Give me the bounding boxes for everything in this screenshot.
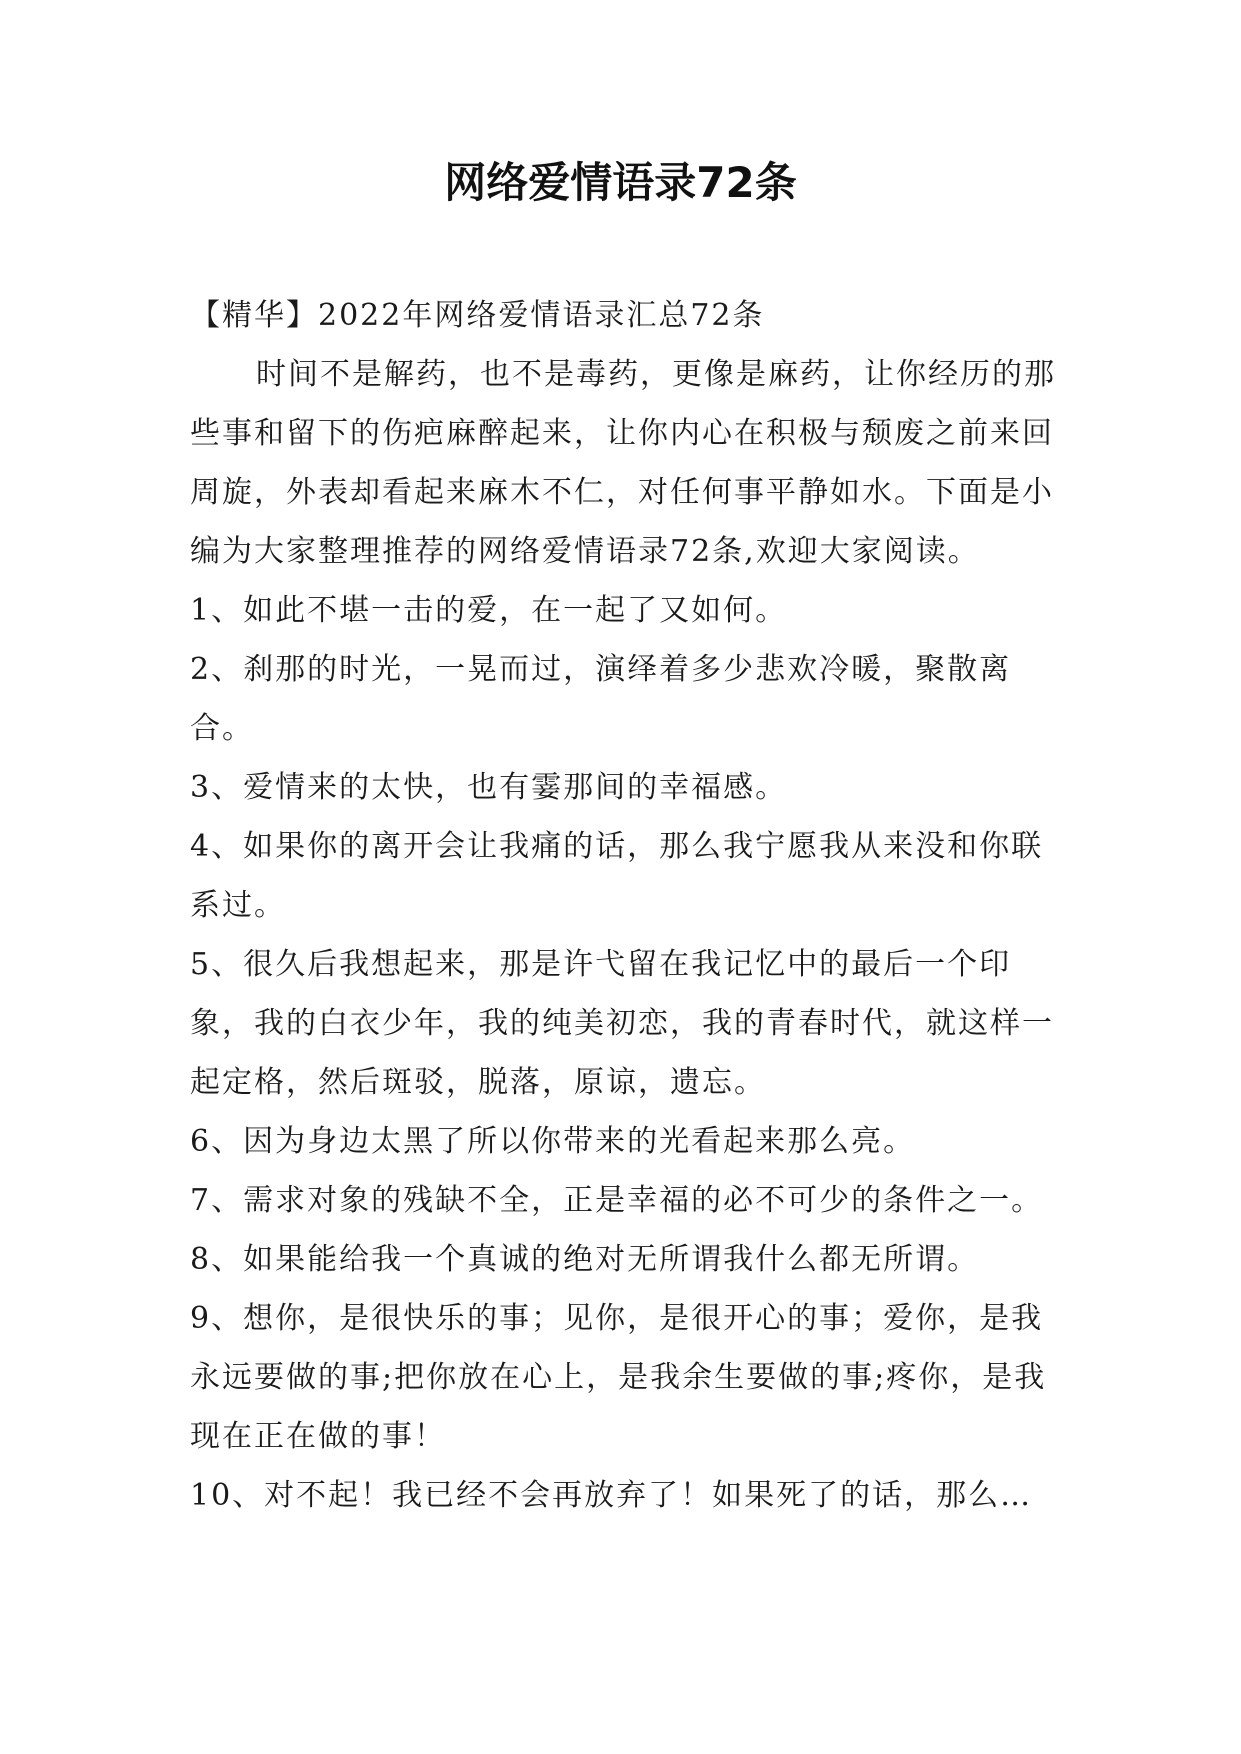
quote-item-1: 1、如此不堪一击的爱，在一起了又如何。 [190, 593, 788, 628]
quote-item-8: 8、如果能给我一个真诚的绝对无所谓我什么都无所谓。 [190, 1242, 980, 1277]
intro-paragraph: 时间不是解药，也不是毒药，更像是麻药，让你经历的那些事和留下的伤疤麻醉起来，让你内心在积极与颓废之前来回周旋，外表却看起来麻木不仁，对任何事平静如水。下面是小编为大家整理推荐的网络爱情语录72条,欢迎大家阅读。 [190, 357, 1056, 569]
quote-item-2: 2、刹那的时光，一晃而过，演绎着多少悲欢冷暖，聚散离合。 [190, 652, 1012, 746]
document-subtitle: 【精华】2022年网络爱情语录汇总72条 [190, 298, 765, 333]
document-title: 网络爱情语录72条 [444, 158, 797, 207]
document-body [190, 286, 1070, 1525]
quote-item-5: 5、很久后我想起来，那是许弋留在我记忆中的最后一个印象，我的白衣少年，我的纯美初恋，我的青春时代，就这样一起定格，然后斑驳，脱落，原谅，遗忘。 [190, 947, 1054, 1100]
quote-item-9: 9、想你，是很快乐的事；见你，是很开心的事；爱你，是我永远要做的事;把你放在心上，是我余生要做的事;疼你，是我现在正在做的事！ [190, 1301, 1047, 1454]
quote-item-3: 3、爱情来的太快，也有霎那间的幸福感。 [190, 770, 788, 805]
quote-item-7: 7、需求对象的残缺不全，正是幸福的必不可少的条件之一。 [190, 1183, 1044, 1218]
quote-item-4: 4、如果你的离开会让我痛的话，那么我宁愿我从来没和你联系过。 [190, 829, 1044, 923]
quote-item-10: 10、对不起！我已经不会再放弃了！如果死了的话，那么… [190, 1478, 1033, 1513]
quote-item-6: 6、因为身边太黑了所以你带来的光看起来那么亮。 [190, 1124, 916, 1159]
